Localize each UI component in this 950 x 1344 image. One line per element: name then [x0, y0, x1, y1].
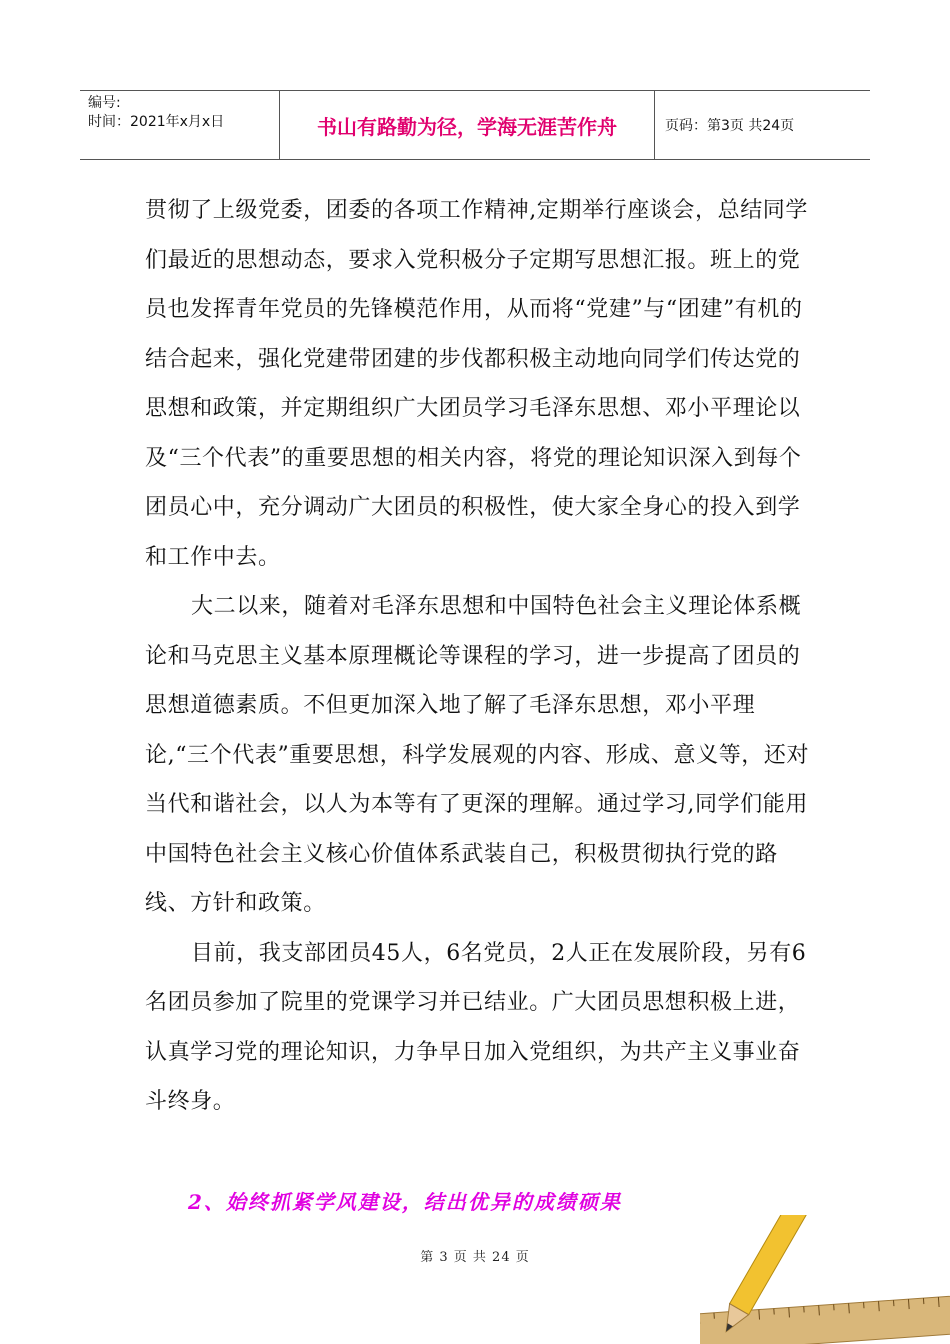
section-heading: 2、始终抓紧学风建设，结出优异的成绩硕果 — [188, 1190, 622, 1214]
paragraph-3: 目前，我支部团员45人，6名党员，2人正在发展阶段，另有6名团员参加了院里的党课学习并已结业。广大团员思想积极上进，认真学习党的理论知识，力争早日加入党组织，为共产主义事业奋斗终身。 — [145, 940, 807, 1114]
paragraph-1: 贯彻了上级党委，团委的各项工作精神,定期举行座谈会，总结同学们最近的思想动态，要求入党积极分子定期写思想汇报。班上的党员也发挥青年党员的先锋模范作用，从而将“党建”与“团建”有机的结合起来，强化党建带团建的步伐都积极主动地向同学们传达党的思想和政策，并定期组织广大团员学习毛泽东思想、邓小平理论以及“三个代表”的重要思想的相关内容，将党的理论知识深入到每个团员心中，充分调动广大团员的积极性，使大家全身心的投入到学和工作中去。 — [145, 198, 808, 570]
number-label: 编号: — [88, 95, 121, 111]
page-footer: 第 3 页 共 24 页 — [420, 1250, 530, 1265]
header-motto: 书山有路勤为径，学海无涯苦作舟 — [280, 91, 655, 159]
ruler-pencil-icon — [700, 1215, 950, 1344]
header-page-info: 页码：第3页 共24页 — [665, 118, 795, 134]
time-label: 时间：2021年x月x日 — [88, 114, 225, 130]
paragraph-2: 大二以来，随着对毛泽东思想和中国特色社会主义理论体系概论和马克思主义基本原理概论等课程的学习，进一步提高了团员的思想道德素质。不但更加深入地了解了毛泽东思想，邓小平理论,“三个代表”重要思想，科学发展观的内容、形成、意义等，还对当代和谐社会，以人为本等有了更深的理解。通过学习,同学们能用中国特色社会主义核心价值体系武装自己，积极贯彻执行党的路线、方针和政策。 — [145, 594, 810, 916]
header-meta — [80, 91, 280, 159]
document-body — [145, 186, 810, 1127]
page-header — [80, 90, 870, 160]
